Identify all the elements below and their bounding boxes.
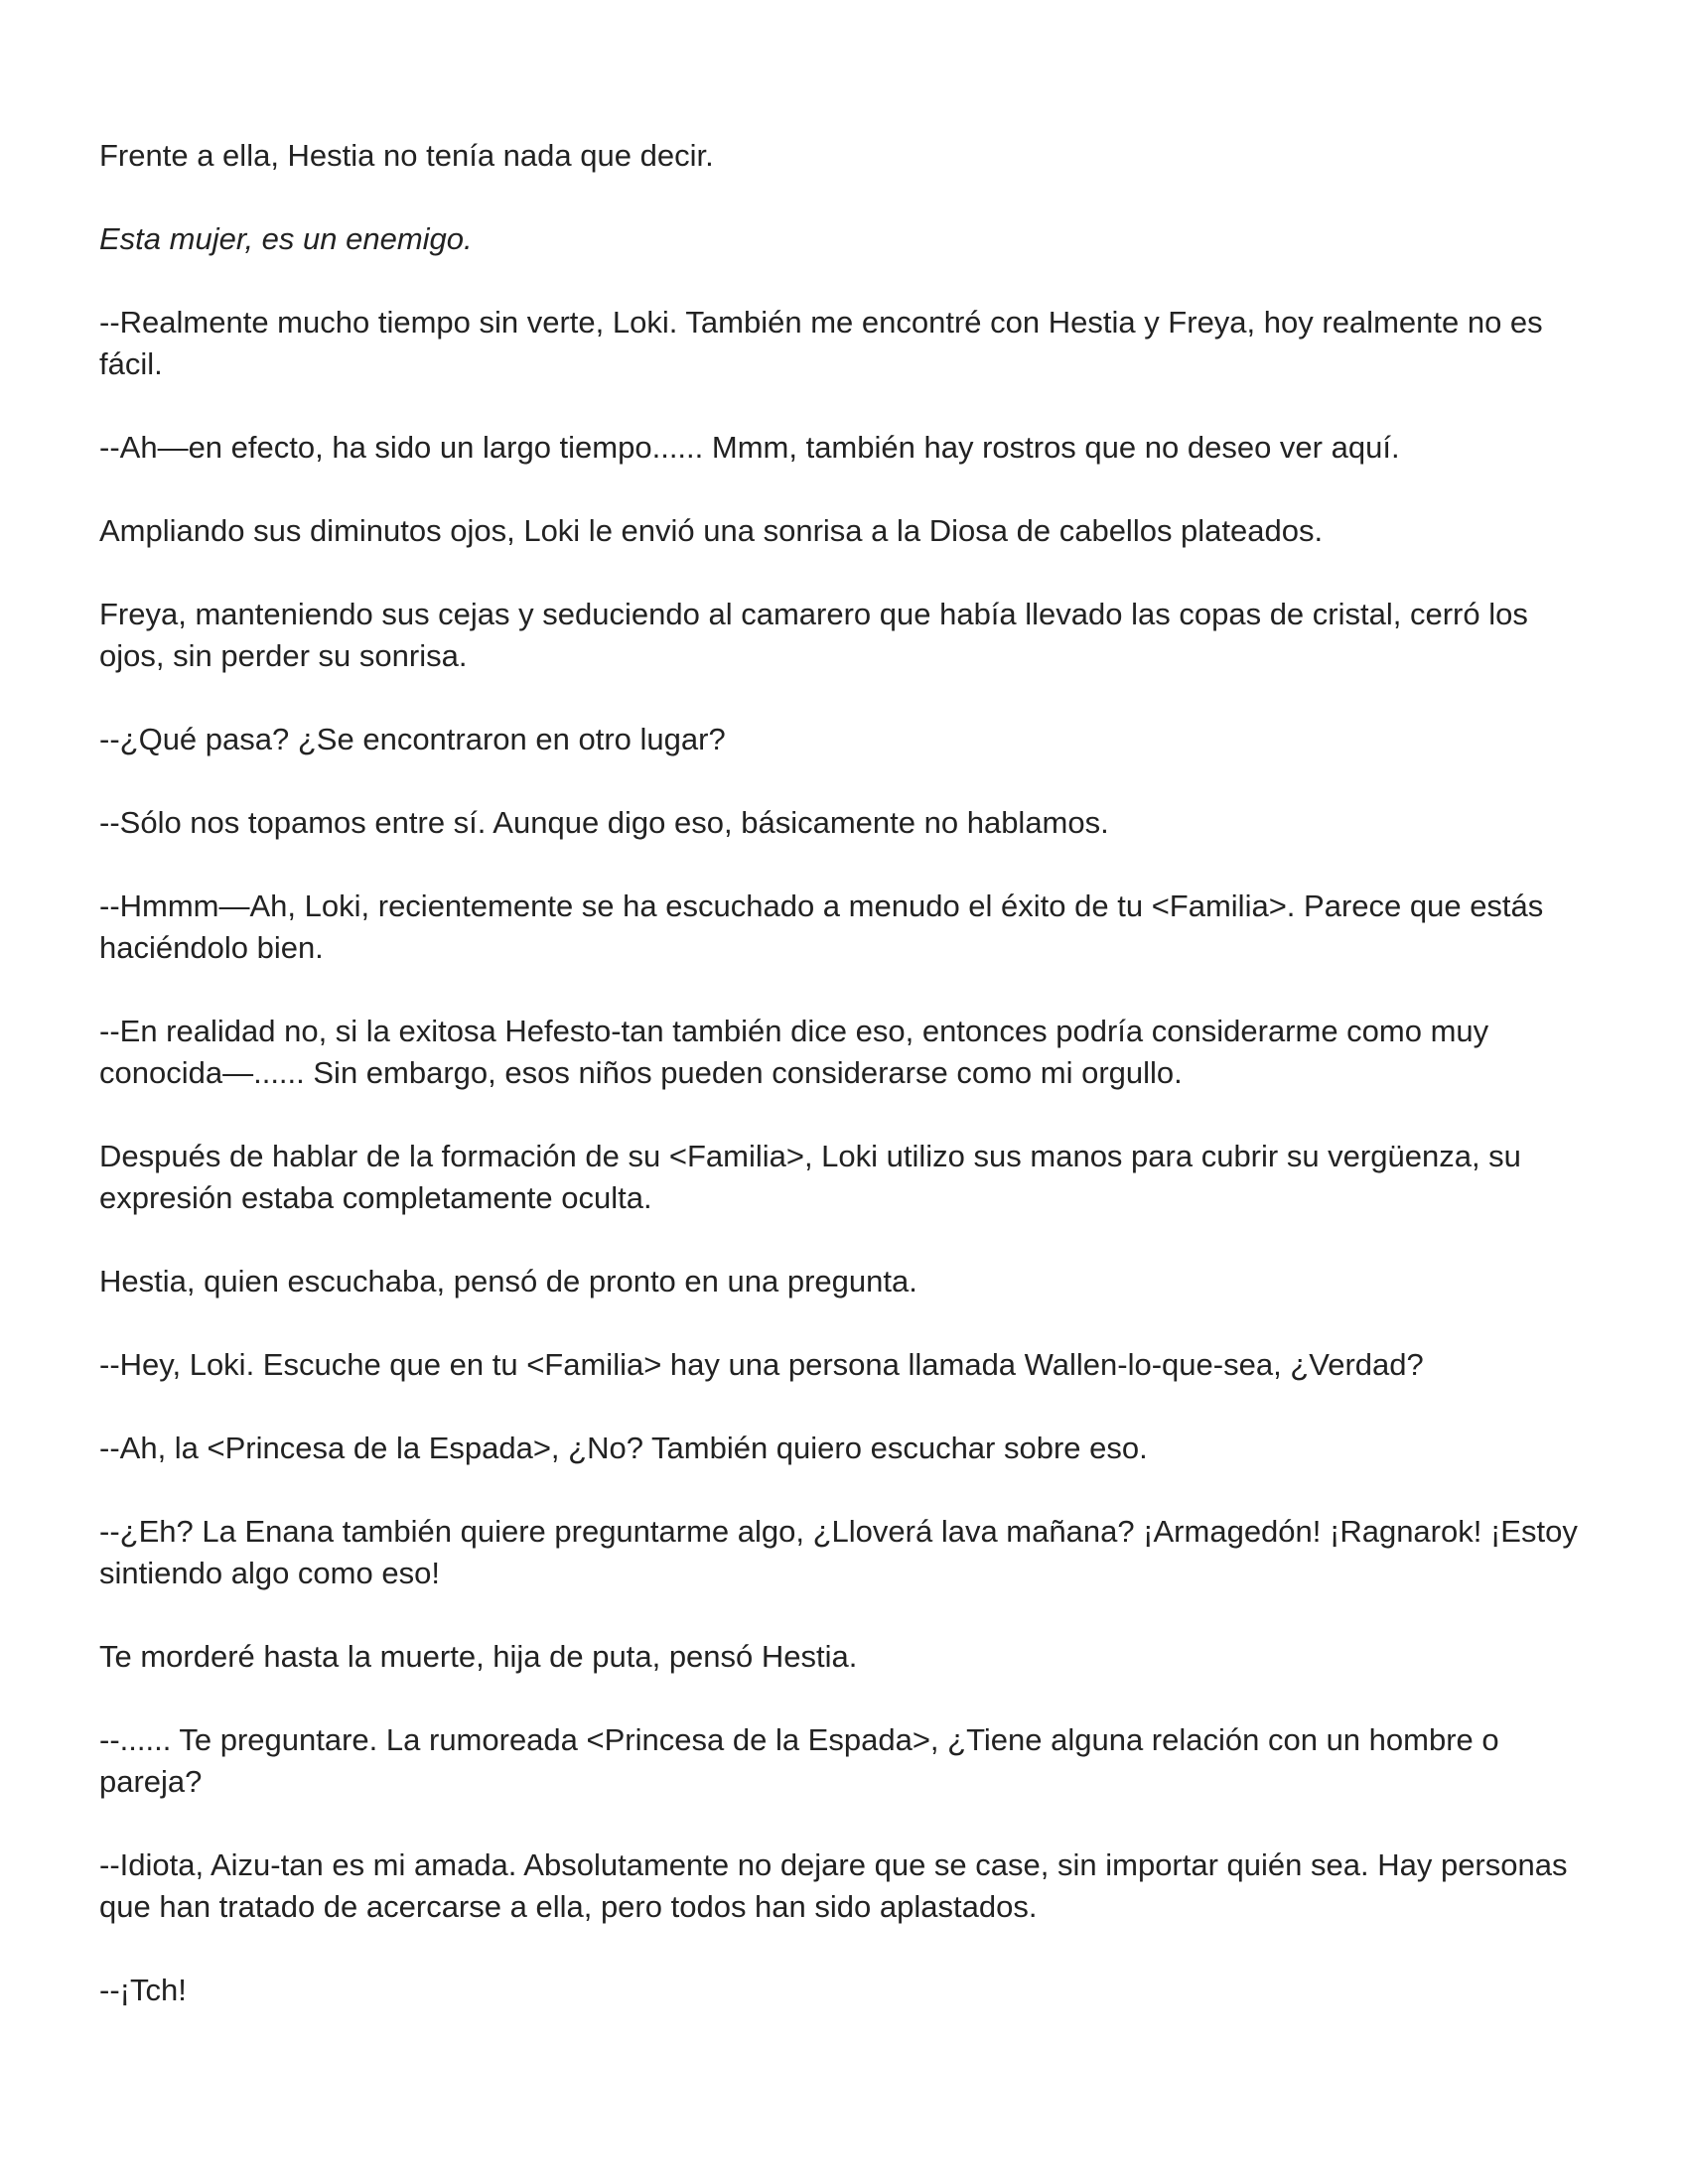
paragraph: Frente a ella, Hestia no tenía nada que decir. xyxy=(99,138,714,173)
document-body xyxy=(99,135,1599,2053)
paragraph: Hestia, quien escuchaba, pensó de pronto en una pregunta. xyxy=(99,1264,917,1298)
dialogue-paragraph: --Hmmm—Ah, Loki, recientemente se ha escuchado a menudo el éxito de tu <Familia>. Parece que estás haciéndolo bien. xyxy=(99,888,1544,965)
paragraph: Te morderé hasta la muerte, hija de puta, pensó Hestia. xyxy=(99,1639,858,1674)
dialogue-paragraph: --Sólo nos topamos entre sí. Aunque digo eso, básicamente no hablamos. xyxy=(99,805,1109,840)
dialogue-paragraph: --Hey, Loki. Escuche que en tu <Familia> hay una persona llamada Wallen-lo-que-sea, ¿Verdad? xyxy=(99,1347,1424,1382)
italic-paragraph: Esta mujer, es un enemigo. xyxy=(99,221,473,256)
dialogue-paragraph: --En realidad no, si la exitosa Hefesto-tan también dice eso, entonces podría considerarme como muy conocida—...... Sin embargo, esos niños pueden considerarse como mi orgullo. xyxy=(99,1014,1489,1090)
dialogue-paragraph: --Ah, la <Princesa de la Espada>, ¿No? También quiero escuchar sobre eso. xyxy=(99,1431,1148,1465)
dialogue-paragraph: --...... Te preguntare. La rumoreada <Princesa de la Espada>, ¿Tiene alguna relación con un hombre o pareja? xyxy=(99,1722,1499,1799)
dialogue-paragraph: --Idiota, Aizu-tan es mi amada. Absolutamente no dejare que se case, sin importar quién sea. Hay personas que han tratado de acercarse a ella, pero todos han sido aplastados. xyxy=(99,1847,1568,1924)
dialogue-paragraph: --¿Qué pasa? ¿Se encontraron en otro lugar? xyxy=(99,722,726,756)
paragraph: Ampliando sus diminutos ojos, Loki le envió una sonrisa a la Diosa de cabellos plateados. xyxy=(99,513,1324,548)
paragraph: Después de hablar de la formación de su <Familia>, Loki utilizo sus manos para cubrir su vergüenza, su expresión estaba completamente oculta. xyxy=(99,1139,1521,1215)
dialogue-paragraph: --¡Tch! xyxy=(99,1973,187,2007)
paragraph: Freya, manteniendo sus cejas y seduciendo al camarero que había llevado las copas de cristal, cerró los ojos, sin perder su sonrisa. xyxy=(99,597,1528,673)
dialogue-paragraph: --Ah—en efecto, ha sido un largo tiempo...... Mmm, también hay rostros que no deseo ver aquí. xyxy=(99,430,1400,465)
dialogue-paragraph: --Realmente mucho tiempo sin verte, Loki. También me encontré con Hestia y Freya, hoy realmente no es fácil. xyxy=(99,305,1543,381)
dialogue-paragraph: --¿Eh? La Enana también quiere preguntarme algo, ¿Lloverá lava mañana? ¡Armagedón! ¡Ragnarok! ¡Estoy sintiendo algo como eso! xyxy=(99,1514,1578,1590)
